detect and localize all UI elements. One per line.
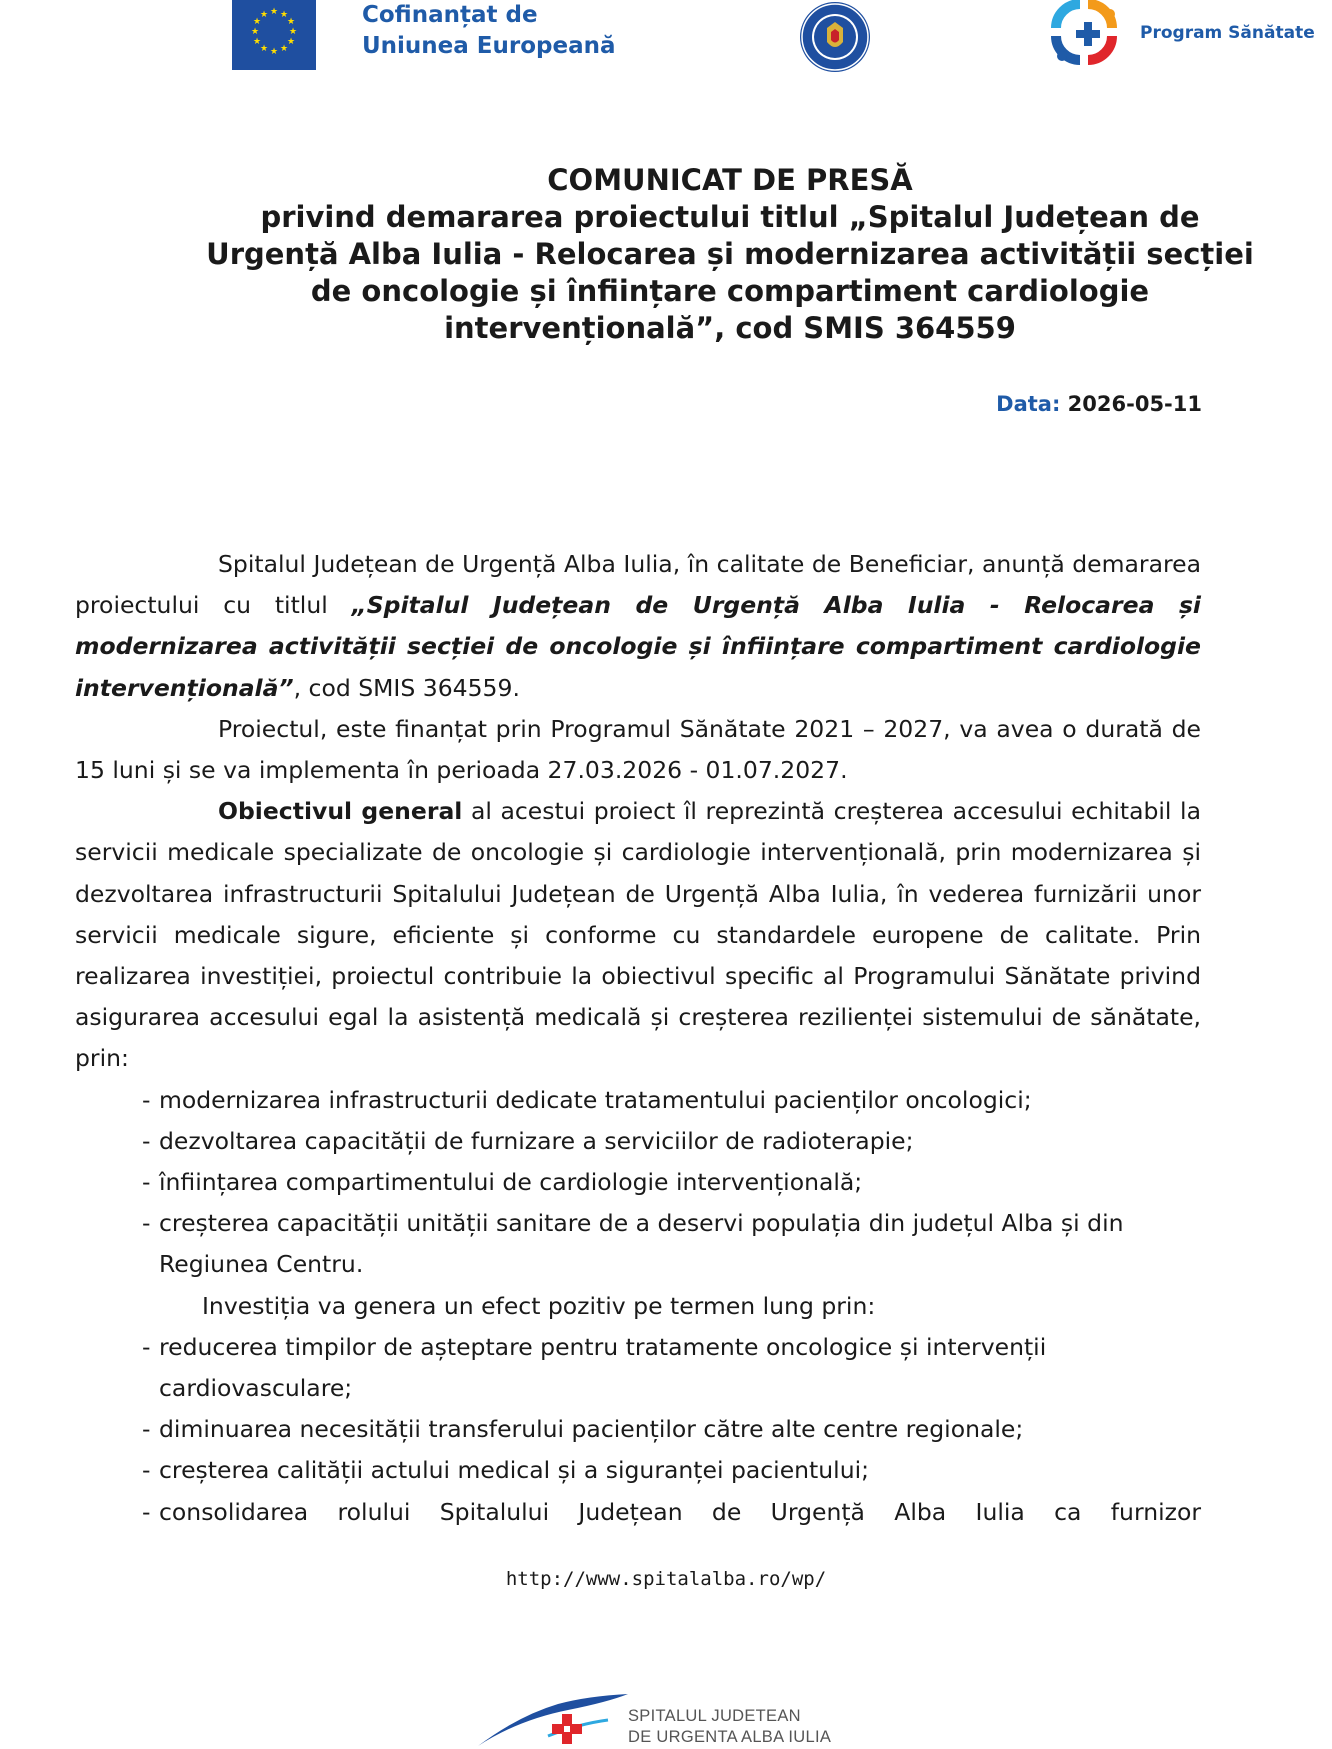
svg-text:★: ★	[252, 37, 262, 47]
list-item	[75, 1327, 1201, 1409]
bullet-dash: -	[142, 1085, 151, 1114]
date-label: Data:	[996, 392, 1061, 416]
svg-text:★: ★	[259, 10, 269, 20]
title-line-4: de oncologie și înființare compartiment cardiologie	[310, 274, 1150, 308]
list-item	[75, 1080, 1201, 1121]
svg-text:★: ★	[250, 27, 260, 37]
svg-text:★: ★	[259, 44, 269, 54]
list-item-text: consolidarea rolului Spitalului Județean de Urgență Alba Iulia ca furnizor	[159, 1497, 1201, 1526]
list-item-text: diminuarea necesității transferului pacienților către alte centre regionale;	[159, 1415, 1024, 1444]
list-item-text: creșterea capacității unității sanitare de a deservi populația din județul Alba și din Regiunea Centru.	[159, 1209, 1124, 1279]
romanian-government-seal-icon	[798, 0, 872, 74]
effects-list	[75, 1327, 1201, 1533]
program-sanatate-logo-icon	[1048, 0, 1128, 76]
svg-text:★: ★	[286, 17, 296, 27]
press-release-body	[75, 544, 1201, 1533]
title-line-2: privind demararea proiectului titlul „Spitalul Județean de	[260, 200, 1200, 234]
paragraph-announcement	[75, 544, 1201, 709]
objective-list	[75, 1080, 1201, 1286]
hospital-logo-icon	[478, 1680, 628, 1749]
hospital-name	[628, 1706, 831, 1748]
announcement-end: , cod SMIS 364559.	[293, 673, 520, 702]
svg-text:★: ★	[286, 37, 296, 47]
title-line-5: intervențională”, cod SMIS 364559	[444, 311, 1016, 345]
eu-line-1: Cofinanțat de	[362, 2, 538, 28]
list-item	[75, 1409, 1201, 1450]
bullet-dash: -	[142, 1415, 151, 1444]
hospital-website-link[interactable]: http://www.spitalalba.ro/wp/	[505, 1568, 827, 1590]
list-item	[75, 1121, 1201, 1162]
list-item-text: reducerea timpilor de așteptare pentru tratamente oncologice și intervenții cardiovasculare;	[159, 1332, 1047, 1403]
project-title-emphasis: „Spitalul Județean de Urgență Alba Iulia - Relocarea și modernizarea activității secției de oncologie și înființare compartiment cardiologie intervențională”	[75, 591, 1201, 702]
date-value: 2026-05-11	[1067, 392, 1202, 416]
eu-line-2: Uniunea Europeană	[362, 33, 616, 59]
objective-heading: Obiectivul general	[218, 797, 463, 826]
eu-flag-icon	[232, 0, 316, 70]
list-item	[75, 1450, 1201, 1491]
list-item	[75, 1162, 1201, 1203]
release-date	[996, 392, 1202, 416]
list-item-text: înființarea compartimentului de cardiologie intervențională;	[159, 1168, 863, 1197]
list-item	[75, 1203, 1201, 1285]
announcement-intro: Spitalul Județean de Urgență Alba Iulia, în calitate de Beneficiar, anunță demararea proiectului cu titlul	[75, 550, 1201, 620]
bullet-dash: -	[142, 1497, 151, 1526]
svg-text:★: ★	[269, 7, 279, 17]
paragraph-objective	[75, 791, 1201, 1079]
eu-cofinancing-label	[362, 0, 616, 62]
paragraph-effects: Investiția va genera un efect pozitiv pe termen lung prin:	[202, 1291, 876, 1320]
bullet-dash: -	[142, 1209, 151, 1238]
bullet-dash: -	[142, 1456, 151, 1485]
title-line-1: COMUNICAT DE PRESĂ	[547, 163, 913, 197]
list-item-text: modernizarea infrastructurii dedicate tratamentului pacienților oncologici;	[159, 1085, 1032, 1114]
title-line-3: Urgență Alba Iulia - Relocarea și modernizarea activității secției	[206, 237, 1254, 271]
list-item	[75, 1492, 1201, 1533]
paragraph-financing: Proiectul, este finanțat prin Programul Sănătate 2021 – 2027, va avea o durată de 15 luni și se va implementa în perioada 27.03.2026 - 01.07.2027.	[75, 714, 1201, 785]
bullet-dash: -	[142, 1168, 151, 1197]
svg-text:★: ★	[279, 44, 289, 54]
bullet-dash: -	[142, 1126, 151, 1155]
svg-text:★: ★	[252, 17, 262, 27]
header	[0, 0, 1332, 80]
program-sanatate-label: Program Sănătate	[1140, 23, 1315, 43]
list-item-text: creșterea calității actului medical și a siguranței pacientului;	[159, 1456, 870, 1485]
bullet-dash: -	[142, 1332, 151, 1361]
svg-text:★: ★	[269, 47, 279, 57]
list-item-text: dezvoltarea capacității de furnizare a serviciilor de radioterapie;	[159, 1126, 914, 1155]
hospital-name-line-2: DE URGENTA ALBA IULIA	[628, 1728, 832, 1746]
press-release-title	[130, 162, 1330, 347]
svg-text:★: ★	[279, 10, 289, 20]
hospital-name-line-1: SPITALUL JUDETEAN	[628, 1707, 801, 1725]
svg-text:★: ★	[288, 27, 298, 37]
objective-text: al acestui proiect îl reprezintă creșterea accesului echitabil la servicii medicale specializate de oncologie și cardiologie intervențională, prin modernizarea și dezvoltarea infrastructurii Spitalului Județean de Urgență Alba Iulia, în vederea furnizării unor servicii medicale sigure, eficiente și conforme cu standardele europene de calitate. Prin realizarea investiției, proiectul contribuie la obiectivul specific al Programului Sănătate privind asigurarea accesului egal la asistență medicală și creșterea rezilienței sistemului de sănătate, prin:	[75, 797, 1201, 1073]
